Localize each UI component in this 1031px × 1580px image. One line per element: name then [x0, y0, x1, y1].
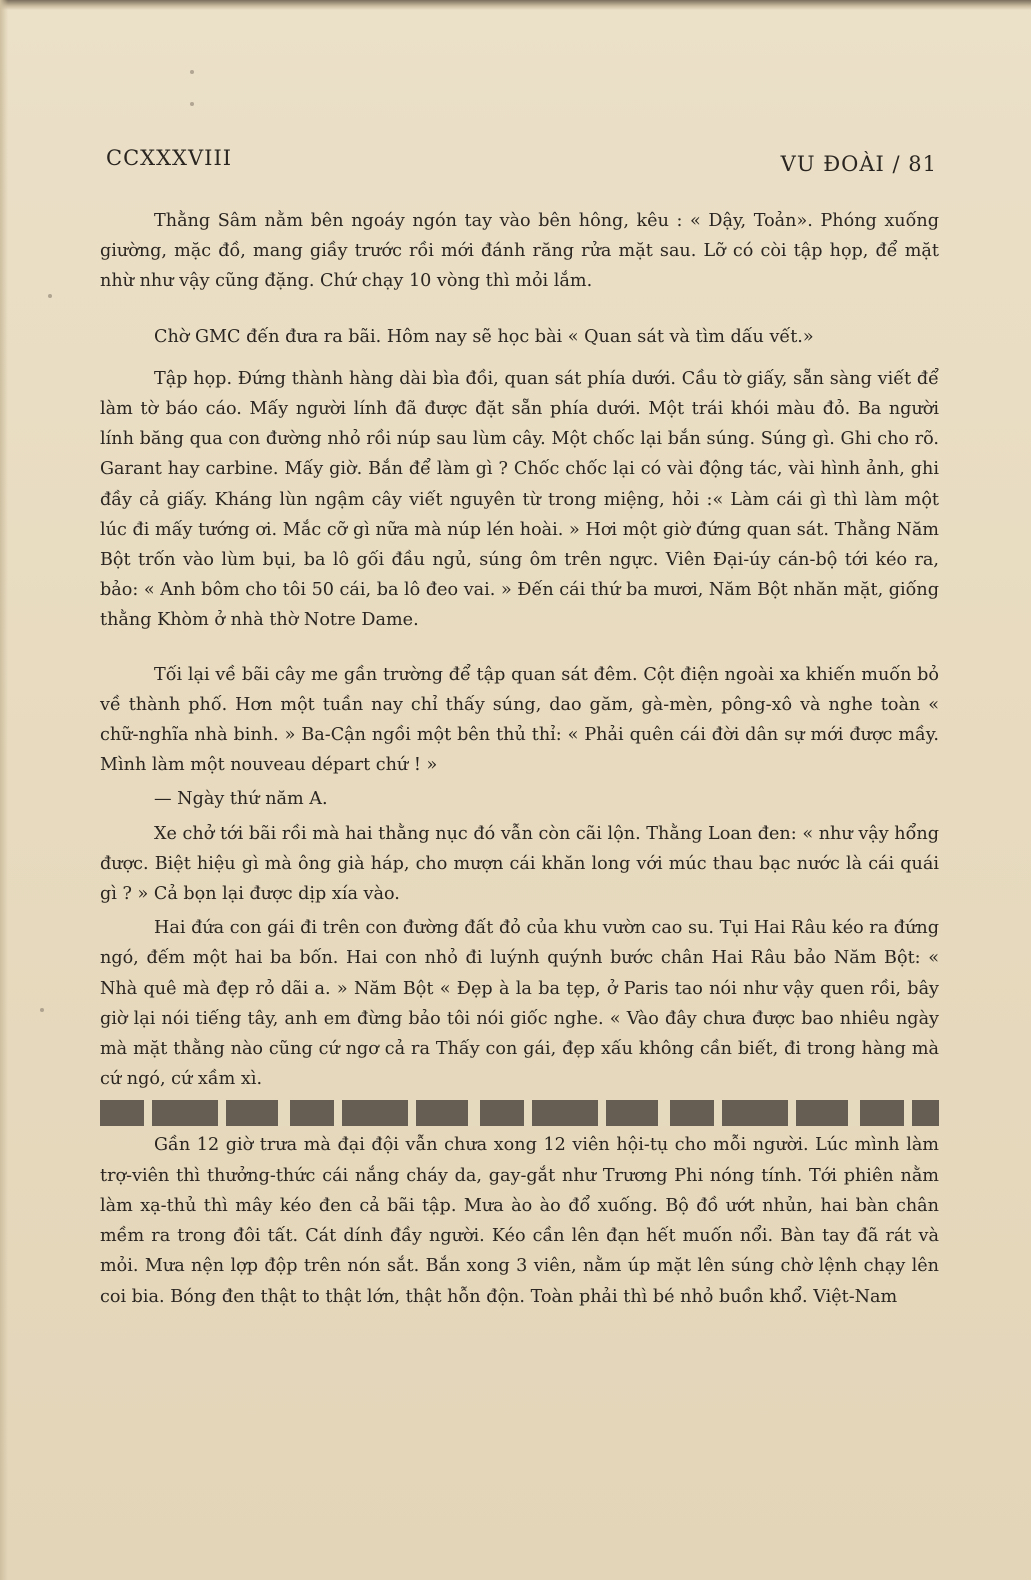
- paper-speck: [190, 102, 194, 106]
- page-top-edge: [0, 0, 1031, 10]
- paragraph-6: Xe chở tới bãi rồi mà hai thằng nục đó vẫn còn cãi lộn. Thằng Loan đen: « như vậy hổng được. Biệt hiệu gì mà ông già háp, cho mượn cái khăn long với múc thau bạc nước là cái quái gì ? » Cả bọn lại được dịp xía vào.: [100, 823, 939, 905]
- paragraph-5: — Ngày thứ năm A.: [154, 789, 328, 810]
- article-body: [100, 206, 939, 1312]
- misprinted-line: [100, 1100, 939, 1126]
- paragraph-4: Tối lại về bãi cây me gần trường để tập quan sát đêm. Cột điện ngoài xa khiến muốn bỏ về thành phố. Hơn một tuần nay chỉ thấy súng, dao găm, gà-mèn, pông-xô và nghe toàn « chữ-nghĩa nhà binh. » Ba-Cận ngồi một bên thủ thỉ: « Phải quên cái đời dân sự mới được mầy. Mình làm một nouveau départ chứ ! »: [100, 664, 939, 776]
- paper-speck: [40, 1008, 44, 1012]
- issue-number: CCXXXVIII: [106, 146, 233, 170]
- paragraph-2: Chờ GMC đến đưa ra bãi. Hôm nay sẽ học bài « Quan sát và tìm dấu vết.»: [154, 326, 814, 347]
- paragraph-8: Gần 12 giờ trưa mà đại đội vẫn chưa xong 12 viên hội-tụ cho mỗi người. Lúc mình làm trợ-viên thì thưởng-thức cái nắng cháy da, gay-gắt như Trương Phi nóng tính. Tới phiên nằm làm xạ-thủ thì mây kéo đen cả bãi tập. Mưa ào ào đổ xuống. Bộ đồ ướt nhủn, hai bàn chân mềm ra trong đôi tất. Cát dính đầy người. Kéo cần lên đạn hết muốn nổi. Bàn tay đã rát và mỏi. Mưa nện lợp độp trên nón sắt. Bắn xong 3 viên, nằm úp mặt lên súng chờ lệnh chạy lên coi bia. Bóng đen thật to thật lớn, thật hỗn độn. Toàn phải thì bé nhỏ buồn khổ. Việt-Nam: [100, 1135, 939, 1307]
- paragraph-1: Thằng Sâm nằm bên ngoáy ngón tay vào bên hông, kêu : « Dậy, Toản». Phóng xuống giường, mặc đồ, mang giầy trước rồi mới đánh răng rửa mặt sau. Lỡ có còi tập họp, để mặt nhừ như vậy cũng đặng. Chứ chạy 10 vòng thì mỏi lắm.: [100, 211, 939, 292]
- paragraph-3: Tập họp. Đứng thành hàng dài bìa đồi, quan sát phía dưới. Cầu tờ giấy, sẵn sàng viết để làm tờ báo cáo. Mấy người lính đã được đặt sẵn phía dưới. Một trái khói màu đỏ. Ba người lính băng qua con đường nhỏ rồi núp sau lùm cây. Một chốc lại bắn súng. Súng gì. Ghi cho rõ. Garant hay carbine. Mấy giờ. Bắn để làm gì ? Chốc chốc lại có vài động tác, vài hình ảnh, ghi đầy cả giấy. Kháng lùn ngậm cây viết nguyên từ trong miệng, hỏi :« Làm cái gì thì làm một lúc đi mấy tướng ơi. Mắc cỡ gì nữa mà núp lén hoài. » Hơi một giờ đứng quan sát. Thằng Năm Bột trốn vào lùm bụi, ba lô gối đầu ngủ, súng ôm trên ngực. Viên Đại-úy cán-bộ tới kéo ra, bảo: « Anh bôm cho tôi 50 cái, ba lô đeo vai. » Đến cái thứ ba mươi, Năm Bột nhăn mặt, giống thằng Khòm ở nhà thờ Notre Dame.: [100, 368, 940, 631]
- running-header: [106, 146, 937, 182]
- paper-speck: [190, 70, 194, 74]
- page-left-edge: [0, 0, 8, 1580]
- author-page-number: VU ĐOÀI / 81: [780, 152, 937, 176]
- paragraph-7: Hai đứa con gái đi trên con đường đất đỏ của khu vườn cao su. Tụi Hai Râu kéo ra đứng ngó, đếm một hai ba bốn. Hai con nhỏ đi luýnh quýnh bước chân Hai Râu bảo Năm Bột: « Nhà quê mà đẹp rỏ dãi a. » Năm Bột « Đẹp à la ba tẹp, ở Paris tao nói như vậy quen rồi, bây giờ lại nói tiếng tây, anh em đừng bảo tôi nói giốc nghe. « Vào đây chưa được bao nhiêu ngày mà mặt thằng nào cũng cứ ngơ cả ra Thấy con gái, đẹp xấu không cần biết, đi trong hàng mà cứ ngó, cứ xầm xì.: [100, 918, 939, 1090]
- paper-speck: [48, 294, 52, 298]
